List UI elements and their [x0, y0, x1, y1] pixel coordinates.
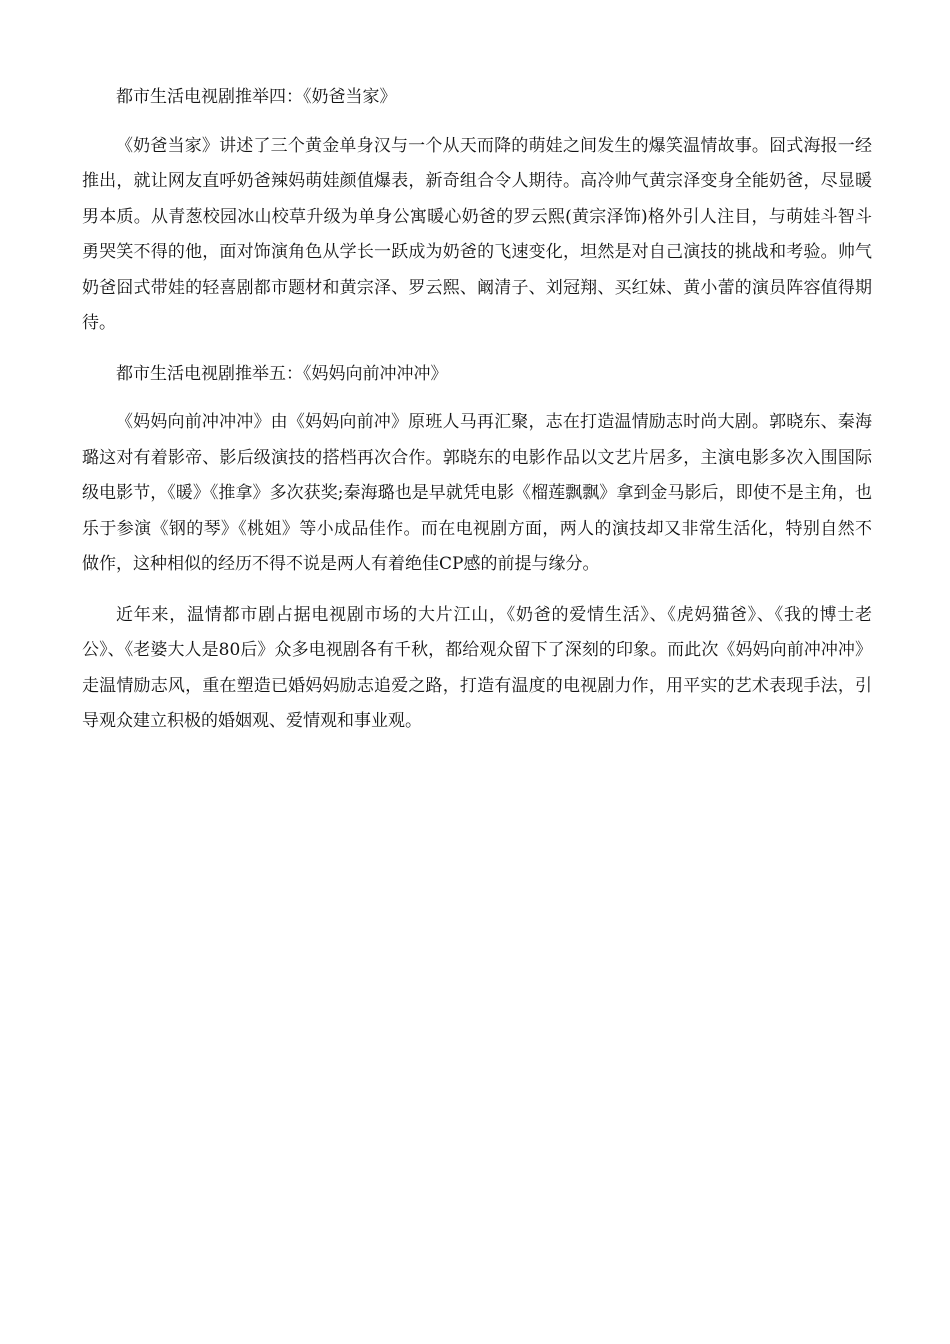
paragraph-mama-xiangqian: 《妈妈向前冲冲冲》由《妈妈向前冲》原班人马再汇聚，志在打造温情励志时尚大剧。郭晓东、秦海璐这对有着影帝、影后级演技的搭档再次合作。郭晓东的电影作品以文艺片居多，主演电影多次入围国际级电影节，《暖》《推拿》多次获奖;秦海璐也是早就凭电影《榴莲飘飘》拿到金马影后，即使不是主角，也乐于参演《钢的琴》《桃姐》等小成品佳作。而在电视剧方面，两人的演技却又非常生活化，特别自然不做作，这种相似的经历不得不说是两人有着绝佳CP感的前提与缘分。: [82, 412, 872, 574]
section-heading-4: 都市生活电视剧推举四：《奶爸当家》: [116, 87, 397, 107]
document-page: [82, 80, 872, 755]
paragraph-naiba-dangjia: 《奶爸当家》讲述了三个黄金单身汉与一个从天而降的萌娃之间发生的爆笑温情故事。囧式海报一经推出，就让网友直呼奶爸辣妈萌娃颜值爆表，新奇组合令人期待。高冷帅气黄宗泽变身全能奶爸，尽显暖男本质。从青葱校园冰山校草升级为单身公寓暖心奶爸的罗云熙(黄宗泽饰)格外引人注目，与萌娃斗智斗勇哭笑不得的他，面对饰演角色从学长一跃成为奶爸的飞速变化，坦然是对自己演技的挑战和考验。帅气奶爸囧式带娃的轻喜剧都市题材和黄宗泽、罗云熙、阚清子、刘冠翔、买红妹、黄小蕾的演员阵容值得期待。: [82, 135, 872, 333]
section-heading-5: 都市生活电视剧推举五：《妈妈向前冲冲冲》: [116, 363, 448, 384]
paragraph-conclusion: 近年来，温情都市剧占据电视剧市场的大片江山，《奶爸的爱情生活》、《虎妈猫爸》、《我的博士老公》、《老婆大人是80后》众多电视剧各有千秋，都给观众留下了深刻的印象。而此次《妈妈向前冲冲冲》走温情励志风，重在塑造已婚妈妈励志追爱之路，打造有温度的电视剧力作，用平实的艺术表现手法，引导观众建立积极的婚姻观、爱情观和事业观。: [82, 604, 872, 731]
